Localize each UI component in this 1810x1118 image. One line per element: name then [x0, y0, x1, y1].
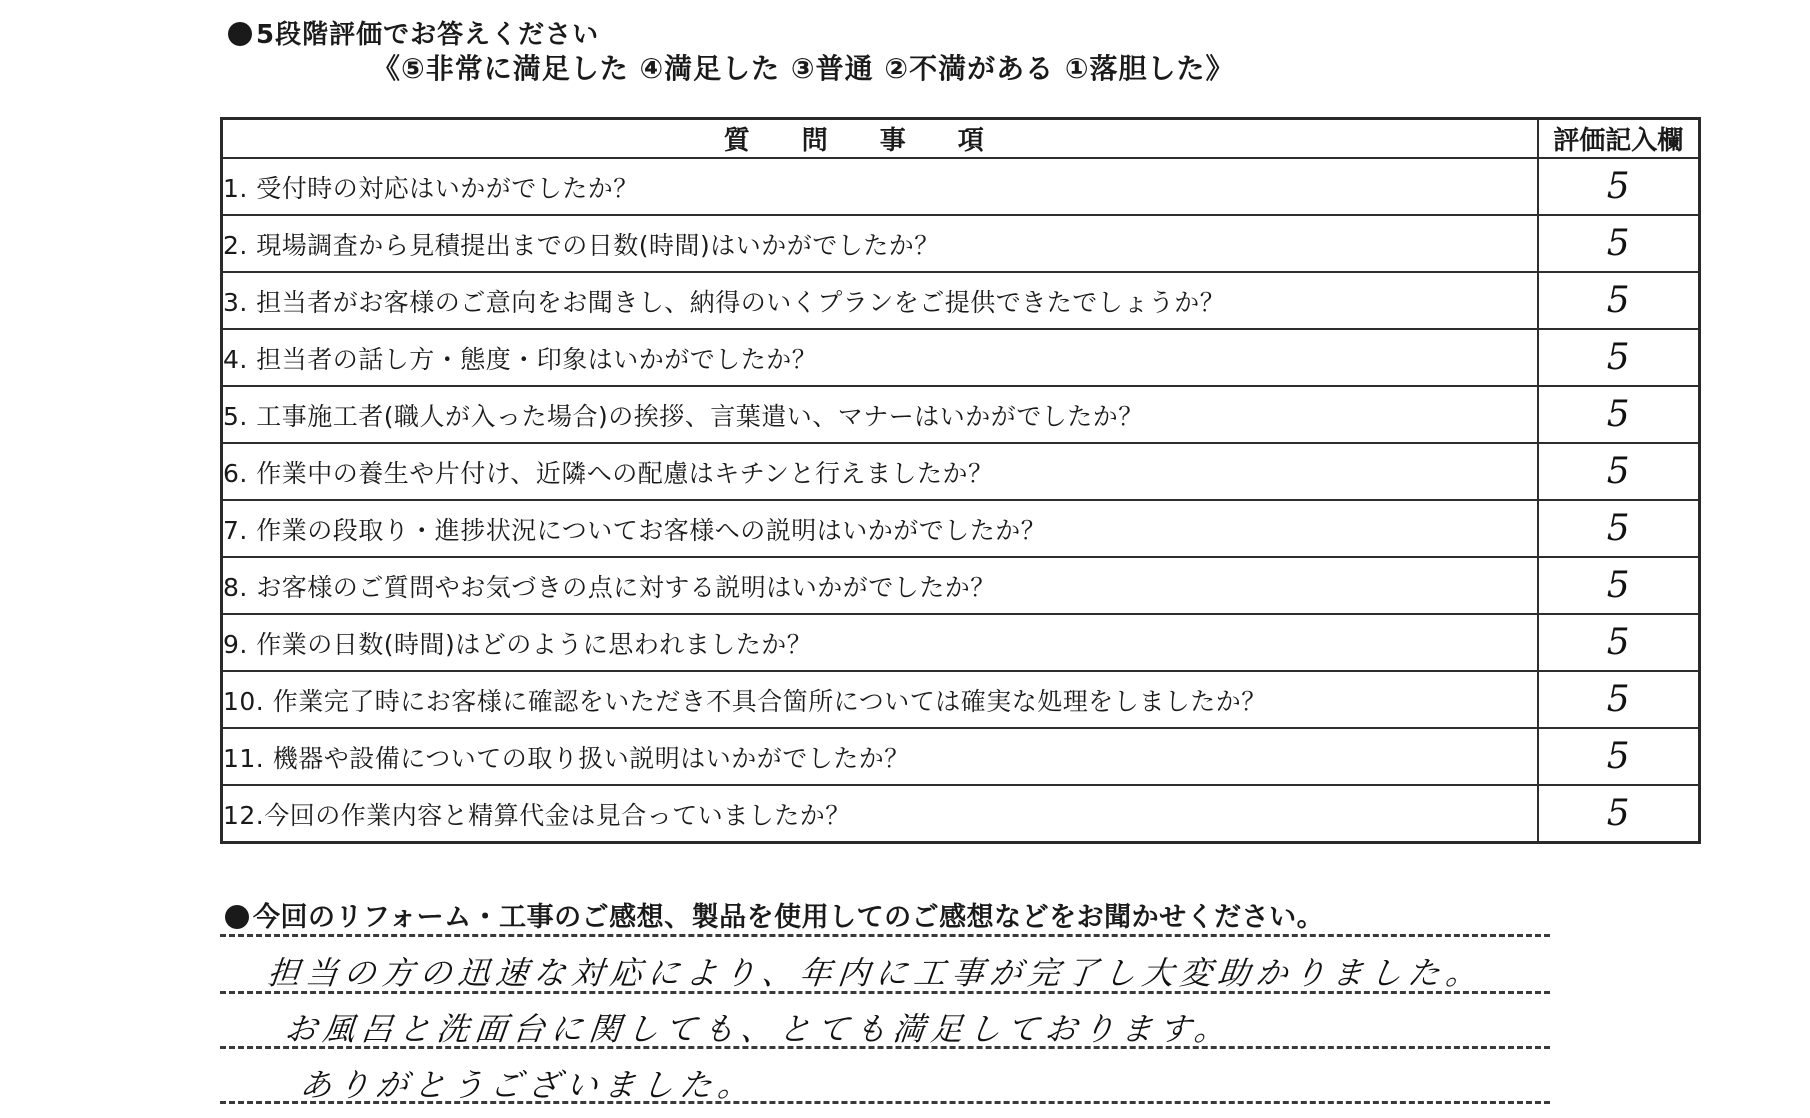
question-cell: 1. 受付時の対応はいかがでしたか？	[222, 158, 1538, 215]
comment-rule-line	[220, 1101, 1550, 1104]
comment-line-2[interactable]: お風呂と洗面台に関しても、とても満足しております。	[282, 1010, 1235, 1048]
table-row	[222, 443, 1700, 500]
table-row	[222, 557, 1700, 614]
table-row	[222, 329, 1700, 386]
table-header-row	[222, 119, 1700, 159]
table-row	[222, 215, 1700, 272]
rating-cell[interactable]: 5	[1538, 272, 1700, 329]
question-cell: 9. 作業の日数(時間)はどのように思われましたか？	[222, 614, 1538, 671]
bullet-icon	[225, 905, 249, 929]
survey-table	[220, 117, 1701, 844]
rating-cell[interactable]: 5	[1538, 215, 1700, 272]
question-cell: 3. 担当者がお客様のご意向をお聞きし、納得のいくプランをご提供できたでしょうか？	[222, 272, 1538, 329]
rating-scale-legend: 《⑤非常に満足した ④満足した ③普通 ②不満がある ①落胆した》	[372, 52, 1235, 85]
question-column-header: 質問事項	[222, 119, 1538, 159]
question-cell: 12.今回の作業内容と精算代金は見合っていましたか？	[222, 785, 1538, 843]
rating-column-header: 評価記入欄	[1538, 119, 1700, 159]
instructions-title	[228, 14, 599, 51]
table-row	[222, 785, 1700, 843]
table-row	[222, 728, 1700, 785]
comment-rule-line	[220, 934, 1550, 937]
question-cell: 11. 機器や設備についての取り扱い説明はいかがでしたか？	[222, 728, 1538, 785]
table-row	[222, 158, 1700, 215]
comment-rule-line	[220, 991, 1550, 994]
comments-heading-text: 今回のリフォーム・工事のご感想、製品を使用してのご感想などをお聞かせください。	[253, 902, 1325, 933]
table-row	[222, 272, 1700, 329]
instructions-title-text: 5段階評価でお答えください	[256, 20, 600, 50]
rating-cell[interactable]: 5	[1538, 386, 1700, 443]
comment-line-1[interactable]: 担当の方の迅速な対応により、年内に工事が完了し大変助かりました。	[265, 954, 1486, 992]
rating-cell[interactable]: 5	[1538, 557, 1700, 614]
table-row	[222, 671, 1700, 728]
question-cell: 2. 現場調査から見積提出までの日数(時間)はいかがでしたか？	[222, 215, 1538, 272]
bullet-icon	[228, 22, 252, 46]
rating-cell[interactable]: 5	[1538, 158, 1700, 215]
question-cell: 5. 工事施工者(職人が入った場合)の挨拶、言葉遣い、マナーはいかがでしたか？	[222, 386, 1538, 443]
rating-cell[interactable]: 5	[1538, 785, 1700, 843]
comment-line-3[interactable]: ありがとうございました。	[297, 1066, 758, 1104]
rating-cell[interactable]: 5	[1538, 614, 1700, 671]
comments-heading	[225, 895, 1324, 934]
question-cell: 6. 作業中の養生や片付け、近隣への配慮はキチンと行えましたか？	[222, 443, 1538, 500]
rating-cell[interactable]: 5	[1538, 443, 1700, 500]
question-cell: 4. 担当者の話し方・態度・印象はいかがでしたか？	[222, 329, 1538, 386]
question-cell: 8. お客様のご質問やお気づきの点に対する説明はいかがでしたか？	[222, 557, 1538, 614]
rating-cell[interactable]: 5	[1538, 728, 1700, 785]
question-cell: 7. 作業の段取り・進捗状況についてお客様への説明はいかがでしたか？	[222, 500, 1538, 557]
table-row	[222, 386, 1700, 443]
table-row	[222, 614, 1700, 671]
table-row	[222, 500, 1700, 557]
rating-cell[interactable]: 5	[1538, 329, 1700, 386]
comment-rule-line	[220, 1046, 1550, 1049]
question-cell: 10. 作業完了時にお客様に確認をいただき不具合箇所については確実な処理をしましたか？	[222, 671, 1538, 728]
rating-cell[interactable]: 5	[1538, 500, 1700, 557]
rating-cell[interactable]: 5	[1538, 671, 1700, 728]
